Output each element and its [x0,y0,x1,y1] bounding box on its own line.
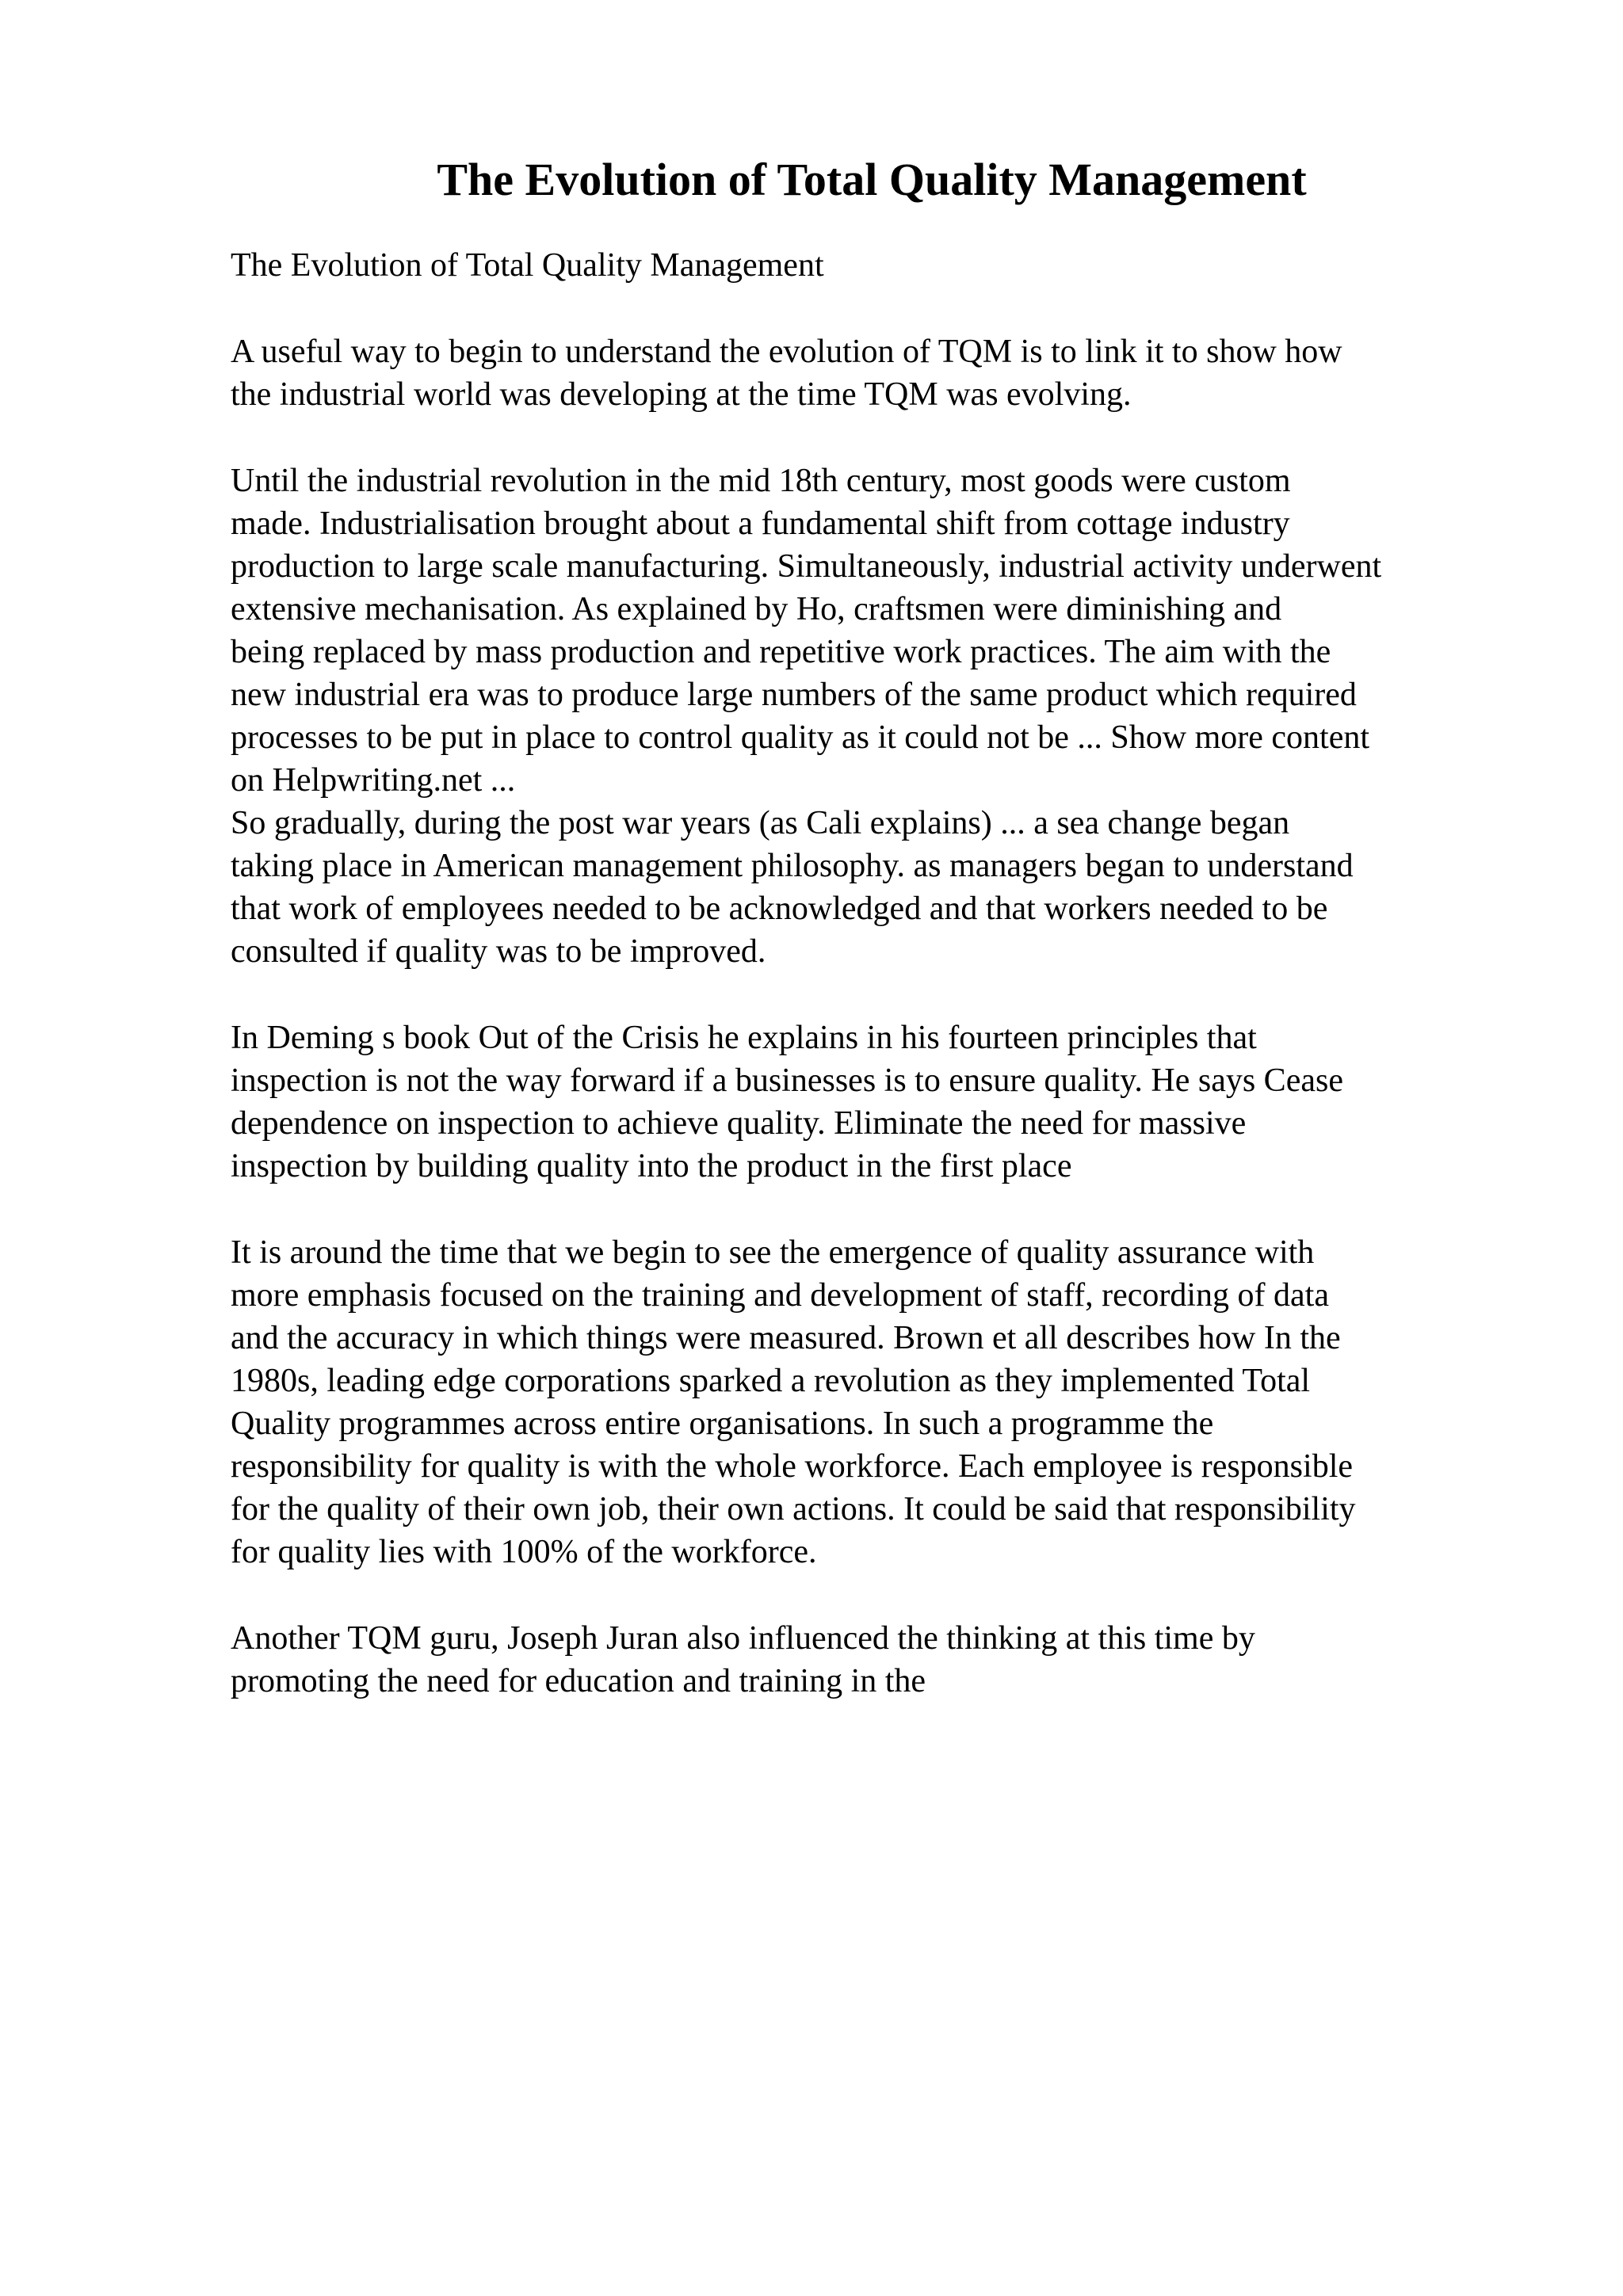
paragraph-line: the industrial world was developing at the time TQM was evolving. [231,376,1132,413]
paragraph-line: Another TQM guru, Joseph Juran also influenced the thinking at this time by [231,1620,1255,1657]
paragraph-gap [231,287,1623,330]
paragraph-line: Until the industrial revolution in the mid 18th century, most goods were custom [231,463,1291,499]
paragraph-line: for the quality of their own job, their own actions. It could be said that responsibility [231,1491,1356,1527]
paragraph-line: processes to be put in place to control quality as it could not be ... Show more content [231,719,1370,756]
paragraph-line: being replaced by mass production and repetitive work practices. The aim with the [231,634,1331,670]
paragraph-line: In Deming s book Out of the Crisis he explains in his fourteen principles that [231,1020,1257,1056]
paragraph-line: inspection by building quality into the product in the first place [231,1148,1072,1184]
document-body [231,244,1623,1703]
paragraph-line: So gradually, during the post war years (as Cali explains) ... a sea change began [231,805,1290,841]
paragraph-line: more emphasis focused on the training and development of staff, recording of data [231,1277,1329,1314]
paragraph-line: new industrial era was to produce large numbers of the same product which required [231,677,1357,713]
paragraph-line: It is around the time that we begin to see the emergence of quality assurance with [231,1234,1315,1271]
paragraph-line: inspection is not the way forward if a businesses is to ensure quality. He says Cease [231,1062,1343,1099]
paragraph-gap [231,1573,1623,1617]
paragraph-line: A useful way to begin to understand the evolution of TQM is to link it to show how [231,334,1342,370]
paragraph-gap [231,973,1623,1016]
paragraph-line: production to large scale manufacturing. Simultaneously, industrial activity underwent [231,548,1382,585]
paragraph-line: consulted if quality was to be improved. [231,933,766,970]
paragraph-line: on Helpwriting.net ... [231,762,516,799]
paragraph-line: and the accuracy in which things were measured. Brown et all describes how In the [231,1320,1341,1356]
paragraph-line: 1980s, leading edge corporations sparked a revolution as they implemented Total [231,1363,1311,1399]
paragraph-line: Quality programmes across entire organisations. In such a programme the [231,1405,1214,1442]
paragraph-line: that work of employees needed to be acknowledged and that workers needed to be [231,891,1328,927]
subtitle-line: The Evolution of Total Quality Management [231,247,824,284]
paragraph-line: dependence on inspection to achieve quality. Eliminate the need for massive [231,1105,1247,1142]
paragraph-line: extensive mechanisation. As explained by Ho, craftsmen were diminishing and [231,591,1282,627]
paragraph-line: for quality lies with 100% of the workforce. [231,1534,817,1570]
paragraph-line: responsibility for quality is with the whole workforce. Each employee is responsible [231,1448,1354,1485]
paragraph-gap [231,1188,1623,1231]
paragraph-line: made. Industrialisation brought about a fundamental shift from cottage industry [231,505,1290,542]
paragraph-line: promoting the need for education and training in the [231,1663,926,1699]
paragraph-gap [231,416,1623,460]
document-title: The Evolution of Total Quality Management [437,154,1307,205]
paragraph-line: taking place in American management philosophy. as managers began to understand [231,848,1354,884]
